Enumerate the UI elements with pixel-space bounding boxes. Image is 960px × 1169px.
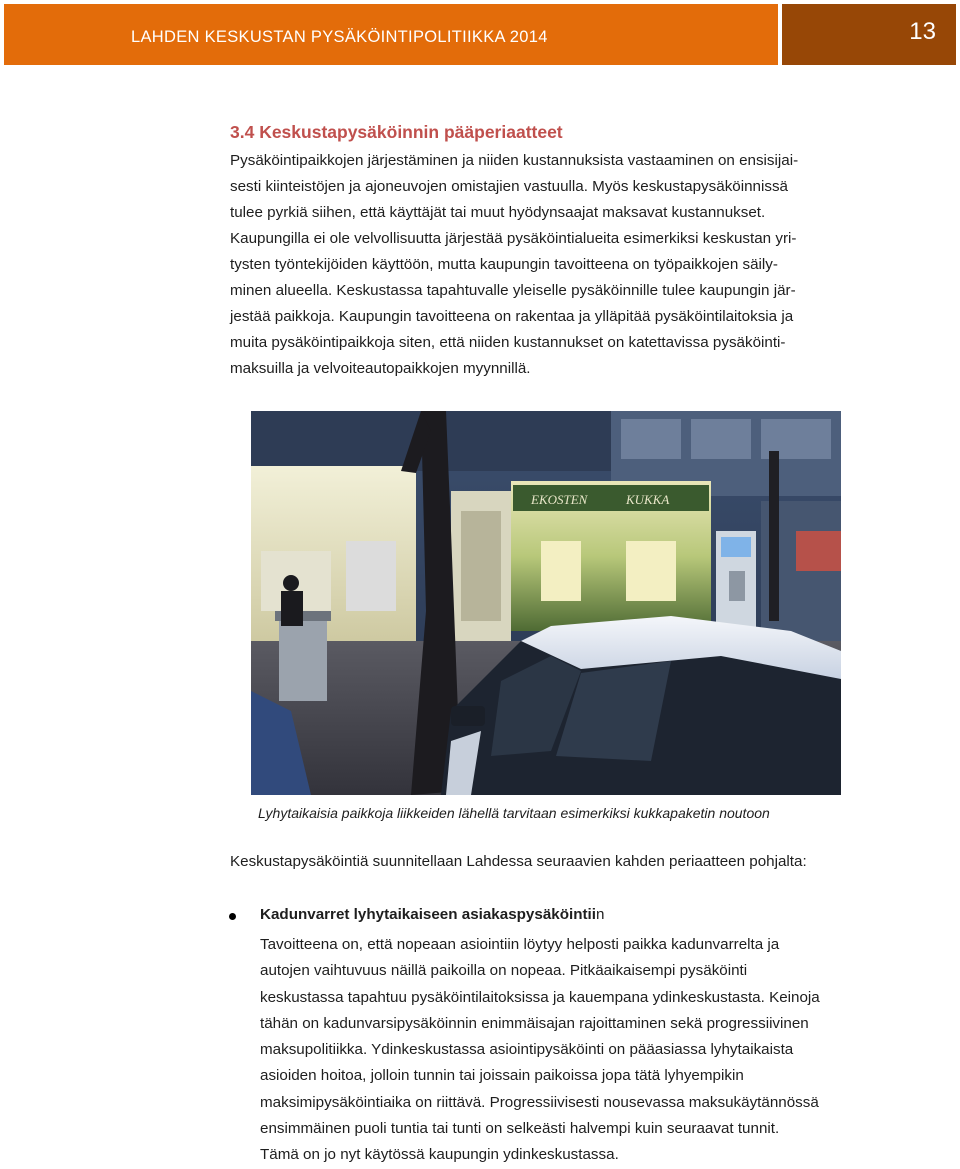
bullet-line: asioiden hoitoa, jolloin tunnin tai joissain paikoissa jopa tätä lyhyempikin	[260, 1067, 744, 1085]
bullet-line: Tavoitteena on, että nopeaan asiointiin löytyy helposti paikka kadunvarrelta ja	[260, 936, 780, 953]
figure-caption: Lyhytaikaisia paikkoja liikkeiden lähellä tarvitaan esimerkiksi kukkapaketin noutoon	[258, 805, 770, 821]
paragraph-line: Pysäköintipaikkojen järjestäminen ja niiden kustannuksista vastaaminen on ensisijai-	[230, 152, 799, 169]
paragraph-line: jestää paikkoja. Kaupungin tavoitteena on rakentaa ja ylläpitää pysäköintilaitoksia ja	[230, 308, 794, 325]
bullet-title	[260, 906, 604, 923]
principles-intro: Keskustapysäköintiä suunnitellaan Lahdessa seuraavien kahden periaatteen pohjalta:	[230, 853, 807, 870]
shop-sign-right: KUKKA	[626, 492, 670, 507]
paragraph-line: minen alueella. Keskustassa tapahtuvalle yleiselle pysäköinnille tulee kaupungin jär-	[230, 282, 796, 299]
bullet-title-bold: Kadunvarret lyhytaikaiseen asiakaspysäköintii	[260, 906, 596, 923]
bullet-paragraph	[260, 932, 900, 1169]
bullet-line: Tämä on jo nyt käytössä kaupungin ydinkeskustassa.	[260, 1146, 619, 1164]
bullet-line: maksupolitiikka. Ydinkeskustassa asiointipysäköinti on pääasiassa lyhytaikaista	[260, 1041, 794, 1059]
paragraph-line: muita pysäköintipaikkoja siten, että niiden kustannukset on katettavissa pysäköinti-	[230, 334, 786, 351]
section-heading: 3.4 Keskustapysäköinnin pääperiaatteet	[230, 122, 563, 142]
street-photo	[251, 411, 841, 795]
bullet-line: maksimipysäköintiaika on riittävä. Progressiivisesti nousevassa maksukäytännössä	[260, 1093, 819, 1111]
bullet-marker	[229, 913, 236, 920]
page-number-box	[782, 4, 956, 65]
paragraph-line: tysten työntekijöiden käyttöön, mutta kaupungin tavoitteena on työpaikkojen säily-	[230, 256, 778, 273]
bullet-title-rest: n	[595, 906, 605, 923]
section-paragraph	[230, 148, 880, 382]
paragraph-line: maksuilla ja velvoiteautopaikkojen myynnillä.	[230, 360, 531, 377]
bullet-line: autojen vaihtuvuus näillä paikoilla on nopeaa. Pitkäaikaisempi pysäköinti	[260, 962, 748, 980]
bullet-line: keskustassa tapahtuu pysäköintilaitoksissa ja kauempana ydinkeskustasta. Keinoja	[260, 988, 820, 1006]
shop-sign-left: EKOSTEN	[531, 492, 588, 507]
paragraph-line: Kaupungilla ei ole velvollisuutta järjestää pysäköintialueita esimerkiksi keskustan yri-	[230, 230, 797, 247]
page-number: 13	[909, 18, 936, 45]
bullet-line: tähän on kadunvarsipysäköinnin enimmäisajan rajoittaminen sekä progressiivinen	[260, 1014, 809, 1032]
paragraph-line: tulee pyrkiä siihen, että käyttäjät tai muut hyödynsaajat maksavat kustannukset.	[230, 204, 766, 221]
bullet-line: ensimmäinen puoli tuntia tai tunti on selkeästi halvempi kuin seuraavat tunnit.	[260, 1120, 780, 1138]
header-band	[4, 4, 778, 65]
paragraph-line: sesti kiinteistöjen ja ajoneuvojen omistajien vastuulla. Myös keskustapysäköinnissä	[230, 178, 789, 195]
document-title: LAHDEN KESKUSTAN PYSÄKÖINTIPOLITIIKKA 2014	[131, 28, 548, 46]
